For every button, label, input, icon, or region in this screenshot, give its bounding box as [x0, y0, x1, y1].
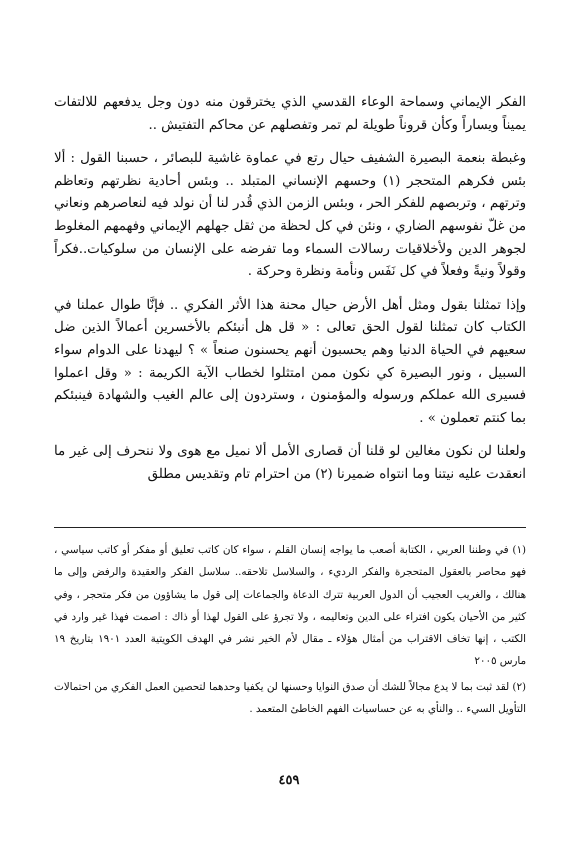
main-text	[54, 92, 526, 498]
footnote: (١) في وطننا العربي ، الكتابة أصعب ما يواجه إنسان القلم ، سواء كان كاتب تعليق أو مفكر أو كاتب سياسي ، فهو محاصر بالعقول المتحجرة والفكر الرديء ، والسلاسل تلاحقه.. سلاسل الفكر والعقيدة والرفض وإلى ما هنالك ، والغريب العجيب أن الدول العربية تترك الدعاة والجماعات إلى قول ما يشاؤون من فكر متحجر ، وفي كثير من الأحيان يكون افتراء على الدين وتعاليمه ، ولا تجرؤ على القول لهذا أو ذاك : اصمت فهذا غير وارد في الكتب ، إنها تخاف الاقتراب من أمثال هؤلاء ـ مقال لأم الخير نشر في الهدف الكويتية العدد ١٩٠١ بتاريخ ١٩ مارس ٢٠٠٥	[54, 544, 526, 668]
page-number: ٤٥٩	[278, 773, 300, 788]
paragraph: وغبطة بنعمة البصيرة الشفيف حيال رتع في عماوة غاشية للبصائر ، حسبنا القول : ألا بئس فكرهم المتحجر (١) وحسهم الإنساني المتبلد .. وبئس أحادية نظرتهم وتعاظم وترتهم ، وتربصهم للفكر الحر ، وبئس الزمن الذي قُدر لنا أن نولد فيه لنعاصرهم ونعاني من غلّ نفوسهم الضاري ، ونئن في كل لحظة من ثقل جهلهم الإيماني وفهمهم المغلوط لجوهر الدين ولأخلاقيات رسالات السماء وما تفرضه على الإنسان من سلوكيات..فكراً وقولاً ونيةً وفعلاً في كل نَفَس ونأمة ونظرة وحركة .	[54, 151, 526, 280]
footnote: (٢) لقد ثبت بما لا يدع مجالاً للشك أن صدق النوايا وحسنها لن يكفيا وحدهما لتحصين العمل الفكري من احتمالات التأويل السيء .. والنأي به عن حساسيات الفهم الخاطئ المتعمد .	[54, 680, 526, 716]
footnotes	[54, 539, 526, 723]
footnote-separator	[54, 527, 526, 528]
paragraph: وإذا تمثلنا بقول ومثل أهل الأرض حيال محنة هذا الأثر الفكري .. فإنَّا طوال عملنا في الكتاب كان تمثلنا لقول الحق تعالى : « قل هل أنبئكم بالأخسرين أعمالاً الذين ضل سعيهم في الحياة الدنيا وهم يحسبون أنهم يحسنون صنعاً » ؟ ليهدنا على الدوام سواء السبيل ، ونور البصيرة كي نكون ممن امتثلوا لخطاب الآية الكريمة : « وقل اعملوا فسيرى الله عملكم ورسوله والمؤمنون ، وستردون إلى عالم الغيب والشهادة فينبئكم بما كنتم تعملون » .	[54, 297, 526, 426]
paragraph: ولعلنا لن نكون مغالين لو قلنا أن قصارى الأمل ألا نميل مع هوى ولا ننحرف إلى غير ما انعقدت عليه نيتنا وما انتواه ضميرنا (٢) من احترام تام وتقديس مطلق	[54, 444, 526, 482]
paragraph: الفكر الإيماني وسماحة الوعاء القدسي الذي يخترقون منه دون وجل يدفعهم للالتفات يميناً ويساراً وكأن قروناً طويلة لم تمر وتفصلهم عن محاكم التفتيش ..	[54, 95, 526, 133]
